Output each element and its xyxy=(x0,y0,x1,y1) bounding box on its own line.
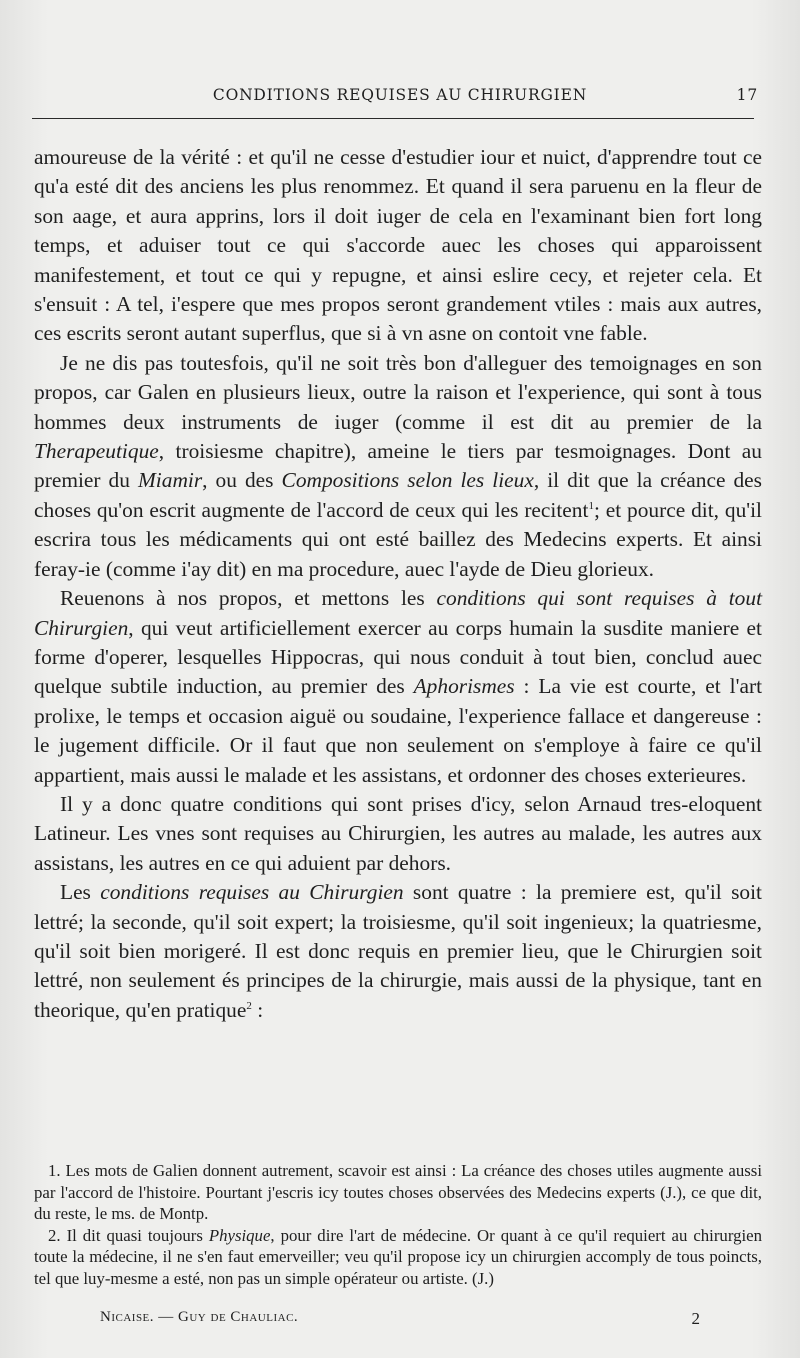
footnote-1: 1. Les mots de Galien donnent autrement, scavoir est ainsi : La créance des choses utiles augmente aussi par l'accord de l'histoire. Pourtant j'escris icy toutes choses observées des Medecins experts (J.), ce que dit, du reste, le ms. de Montp. xyxy=(34,1161,762,1224)
paragraph-1: amoureuse de la vérité : et qu'il ne cesse d'estudier iour et nuict, d'apprendre tout ce qu'a esté dit des anciens les plus renommez. Et quand il sera paruenu en la fleur de son aage, et aura apprins, lors il doit iuger de cela en l'examinant bien fort long temps, et aduiser tout ce qui s'accorde auec les choses qui apparoissent manifestement, et tout ce qui y repugne, et ainsi eslire cecy, et rejeter cela. Et s'ensuit : A tel, i'espere que mes propos seront grandement vtiles : mais aux autres, ces escrits seront autant superflus, que si à vn asne on contoit vne fable. xyxy=(34,145,762,346)
text-run: 2. Il dit quasi toujours xyxy=(48,1225,209,1245)
text-run: Je ne dis pas toutesfois, qu'il ne soit très bon d'alleguer des temoignages en son propos, car Galen en plusieurs lieux, outre la raison et l'experience, qui sont à tous hommes deux instruments de iuger (comme il est dit au premier de la xyxy=(34,350,762,434)
italic-word-physique: Physique xyxy=(208,1225,271,1245)
text-run: : xyxy=(251,997,264,1022)
footnote-ref-1: 1 xyxy=(588,499,594,512)
paragraph-4: Il y a donc quatre conditions qui sont prises d'icy, selon Arnaud tres-eloquent Latineur. Les vnes sont requises au Chirurgien, les autres au malade, les autres aux assistans, les autres en ce qui aduient par dehors. xyxy=(34,791,762,875)
header-rule xyxy=(32,118,754,119)
italic-phrase-conditions-chirurgien: conditions requises au Chirurgien xyxy=(100,880,404,905)
text-run: ; et pource dit, qu'il escrira tous les médicaments qui ont esté baillez des Medecins experts. Et ainsi feray-ie (comme i'ay dit) en ma procedure, auec l'ayde de Dieu glorieux. xyxy=(34,497,763,581)
text-run: : La vie est courte, et l'art prolixe, le temps et occasion aiguë ou soudaine, l'experience fallace et dangereuse : le jugement difficile. Or il faut que non seulement on s'employe à faire ce qu'il appartient, mais aussi le malade et les assistans, et ordonner des choses exterieures. xyxy=(34,674,763,787)
italic-phrase-conditions: conditions qui sont requises à tout Chirurgien xyxy=(34,586,763,640)
footnotes xyxy=(34,1160,762,1290)
footnote-2 xyxy=(34,1225,762,1290)
paragraph-5 xyxy=(34,878,762,1025)
running-header xyxy=(32,86,768,110)
italic-title-miamir: Miamir xyxy=(137,468,203,493)
text-run: , pour dire l'art de médecine. Or quant à ce qu'il requiert au chirurgien toute la médecine, il ne s'en faut emerveiller; veu qu'il propose icy un chirurgien accomply de tous poincts, tel que luy-mesme a esté, non pas un simple opérateur ou artiste. (J.) xyxy=(34,1225,762,1288)
running-title: CONDITIONS REQUISES AU CHIRURGIEN xyxy=(212,86,588,104)
italic-title-therapeutique: Therapeutique xyxy=(34,439,159,464)
italic-title-aphorismes: Aphorismes xyxy=(413,674,515,699)
text-run: , ou des xyxy=(202,468,282,493)
page-footer xyxy=(100,1309,700,1331)
main-text xyxy=(34,143,762,1025)
italic-title-compositions: Compositions selon les lieux xyxy=(281,468,534,493)
page-number: 17 xyxy=(736,86,758,104)
text-run: , il dit que la créance des choses qu'on escrit augmente de l'accord de ceux qui les recitent xyxy=(34,468,762,522)
signature-number: 2 xyxy=(691,1309,700,1328)
signature-mark: Nicaise. — Guy de Chauliac. xyxy=(100,1309,299,1325)
paragraph-2 xyxy=(34,349,762,584)
text-run: sont quatre : la premiere est, qu'il soit lettré; la seconde, qu'il soit expert; la troisiesme, qu'il soit ingenieux; la quatriesme, qu'il soit bien morigeré. Il est donc requis en premier lieu, que le Chirurgien soit lettré, non seulement és principes de la chirurgie, mais aussi de la physique, tant en theorique, qu'en pratique xyxy=(34,880,762,1022)
text-run: , qui veut artificiellement exercer au corps humain la susdite maniere et forme d'operer, lesquelles Hippocras, qui nous conduit à tout bien, conclud auec quelque subtile induction, au premier des xyxy=(34,615,762,699)
paragraph-3 xyxy=(34,584,762,790)
text-run: Les xyxy=(60,880,101,905)
text-run: , troisiesme chapitre), ameine le tiers par tesmoignages. Dont au premier du xyxy=(34,439,762,493)
footnote-ref-2: 2 xyxy=(246,999,252,1012)
text-run: Reuenons à nos propos, et mettons les xyxy=(60,586,437,611)
